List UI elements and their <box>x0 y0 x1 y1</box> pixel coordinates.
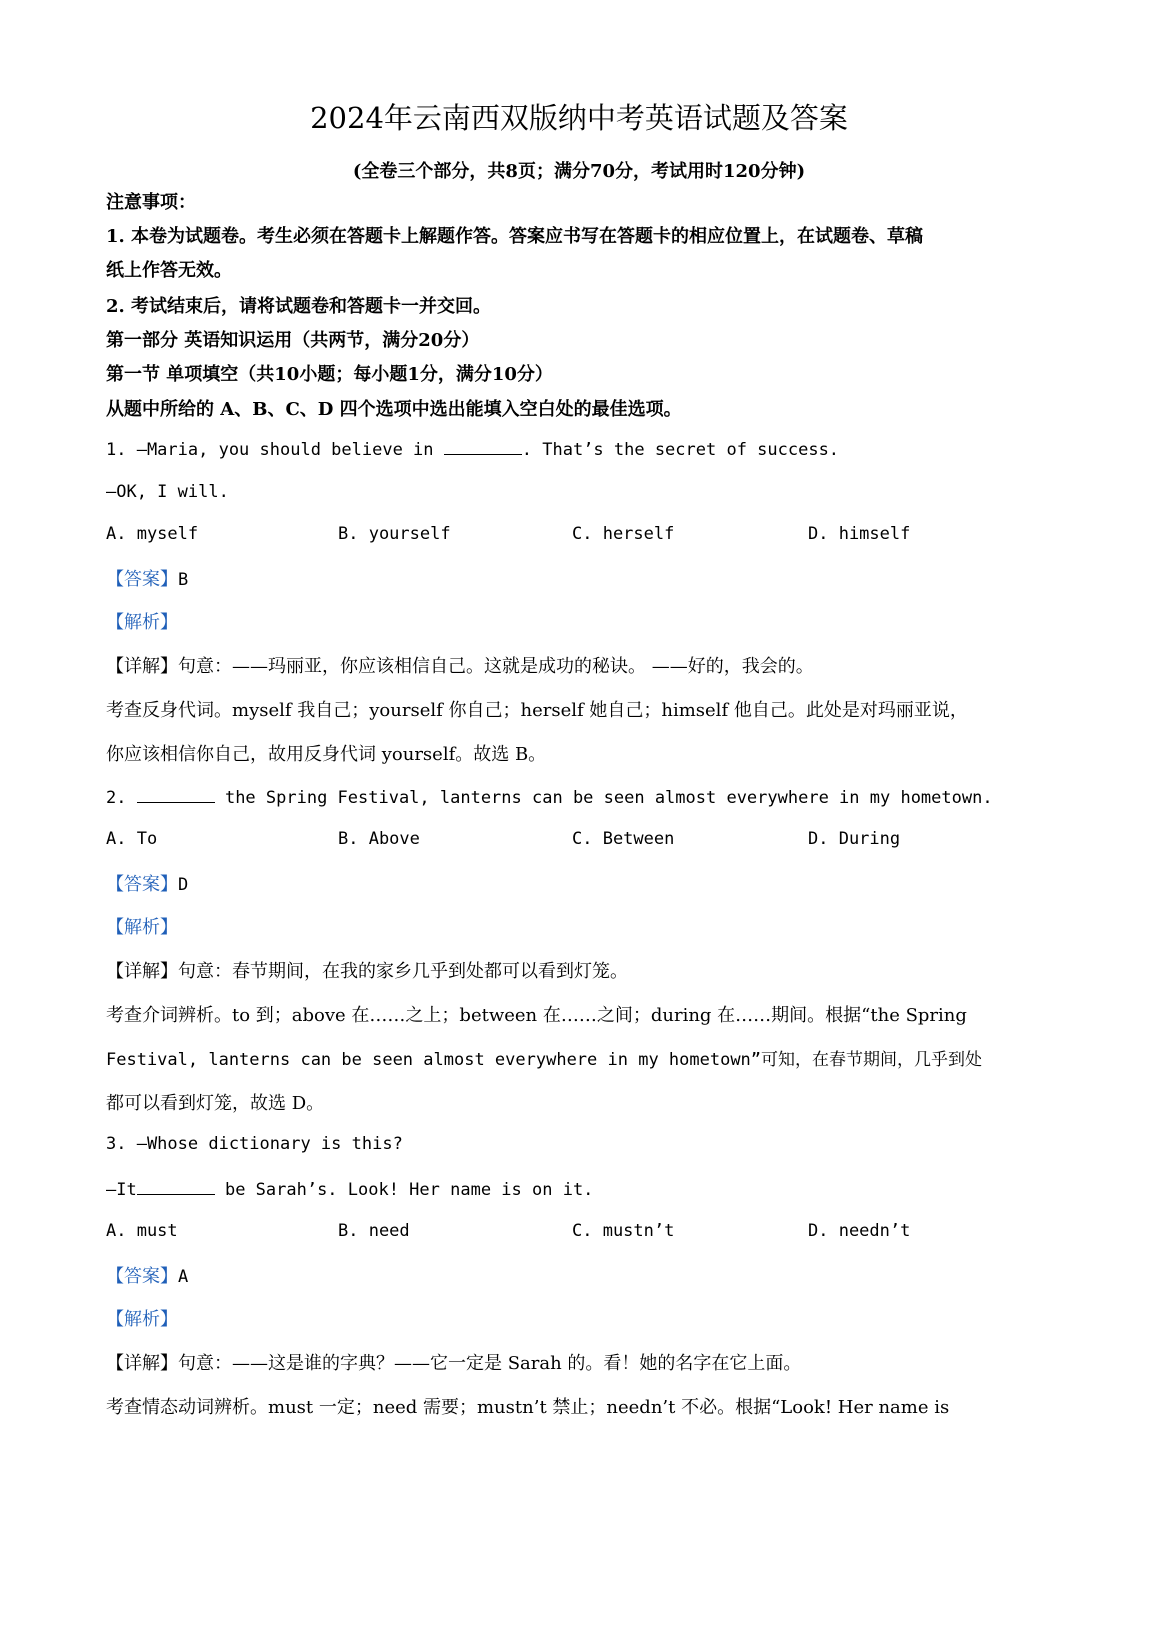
answer-tag: 【答案】 <box>106 569 178 590</box>
q1-option-a: A. myself <box>106 524 199 544</box>
q3-explanation-1: 考查情态动词辨析。must 一定；need 需要；mustn’t 禁止；needn’t 不必。根据“Look! Her name is <box>106 1397 950 1418</box>
notice-item-1b: 纸上作答无效。 <box>106 260 232 281</box>
q3-option-d: D. needn’t <box>808 1221 911 1241</box>
question-1-reply: —OK, I will. <box>106 482 229 502</box>
question-2-stem-end: the Spring Festival, lanterns can be seen almost everywhere in my hometown. <box>214 788 993 808</box>
q1-option-b: B. yourself <box>338 524 451 544</box>
q2-option-d: D. During <box>808 829 901 849</box>
q1-explanation-1: 考查反身代词。myself 我自己；yourself 你自己；herself 她自己；himself 他自己。此处是对玛丽亚说， <box>106 700 968 721</box>
part-heading: 第一部分 英语知识运用（共两节，满分20分） <box>106 330 480 351</box>
q2-explanation-3: 都可以看到灯笼，故选 D。 <box>106 1093 325 1114</box>
q1-answer <box>106 565 188 591</box>
q2-option-a: A. To <box>106 829 158 849</box>
section-heading: 第一节 单项填空（共10小题；每小题1分，满分10分） <box>106 364 553 385</box>
question-1-stem-end: . That’s the secret of success. <box>521 440 840 460</box>
q2-detail-text: 句意：春节期间，在我的家乡几乎到处都可以看到灯笼。 <box>178 961 628 982</box>
question-3: 3. —Whose dictionary is this? <box>106 1134 403 1154</box>
answer-tag: 【答案】 <box>106 1266 178 1287</box>
q2-answer <box>106 870 188 896</box>
q3-detail <box>106 1349 801 1375</box>
answer-blank <box>444 438 522 455</box>
q1-analysis-tag: 【解析】 <box>106 612 178 633</box>
question-2 <box>106 786 993 808</box>
q1-detail-text: 句意：——玛丽亚，你应该相信自己。这就是成功的秘诀。 ——好的，我会的。 <box>178 656 814 677</box>
page-subtitle: (全卷三个部分，共8页；满分70分，考试用时120分钟) <box>352 161 806 182</box>
question-1 <box>106 438 839 460</box>
answer-blank <box>137 1178 215 1195</box>
q2-answer-value: D <box>178 875 189 895</box>
question-3-reply <box>106 1178 593 1200</box>
question-3-reply-start: —It <box>106 1180 137 1200</box>
detail-tag: 【详解】 <box>106 961 178 982</box>
answer-blank <box>137 786 215 803</box>
q3-answer <box>106 1262 188 1288</box>
q1-detail <box>106 652 814 678</box>
question-1-stem-start: 1. —Maria, you should believe in <box>106 440 444 460</box>
q2-explanation-2: Festival, lanterns can be seen almost everywhere in my hometown”可知，在春节期间，几乎到处 <box>106 1050 983 1070</box>
question-2-stem-start: 2. <box>106 788 137 808</box>
notice-item-2: 2. 考试结束后，请将试题卷和答题卡一并交回。 <box>106 296 492 317</box>
detail-tag: 【详解】 <box>106 1353 178 1374</box>
q3-option-b: B. need <box>338 1221 410 1241</box>
q2-analysis-tag: 【解析】 <box>106 917 178 938</box>
q2-explanation-1: 考查介词辨析。to 到；above 在……之上；between 在……之间；during 在……期间。根据“the Spring <box>106 1005 967 1026</box>
q3-option-a: A. must <box>106 1221 178 1241</box>
notice-item-1a: 1. 本卷为试题卷。考生必须在答题卡上解题作答。答案应书写在答题卡的相应位置上，在试题卷、草稿 <box>106 226 924 247</box>
page-title: 2024年云南西双版纳中考英语试题及答案 <box>310 101 848 135</box>
q1-explanation-2: 你应该相信你自己，故用反身代词 yourself。故选 B。 <box>106 744 547 765</box>
q2-option-c: C. Between <box>572 829 675 849</box>
q3-analysis-tag: 【解析】 <box>106 1309 178 1330</box>
q3-answer-value: A <box>178 1267 189 1287</box>
q1-option-c: C. herself <box>572 524 675 544</box>
question-3-reply-end: be Sarah’s. Look! Her name is on it. <box>214 1180 594 1200</box>
q2-detail <box>106 957 628 983</box>
q1-option-d: D. himself <box>808 524 911 544</box>
answer-tag: 【答案】 <box>106 874 178 895</box>
q3-option-c: C. mustn’t <box>572 1221 675 1241</box>
notice-heading: 注意事项： <box>106 192 196 213</box>
q3-detail-text: 句意：——这是谁的字典？——它一定是 Sarah 的。看！她的名字在它上面。 <box>178 1353 802 1374</box>
q2-option-b: B. Above <box>338 829 420 849</box>
q1-answer-value: B <box>178 570 189 590</box>
instruction: 从题中所给的 A、B、C、D 四个选项中选出能填入空白处的最佳选项。 <box>106 399 682 420</box>
detail-tag: 【详解】 <box>106 656 178 677</box>
